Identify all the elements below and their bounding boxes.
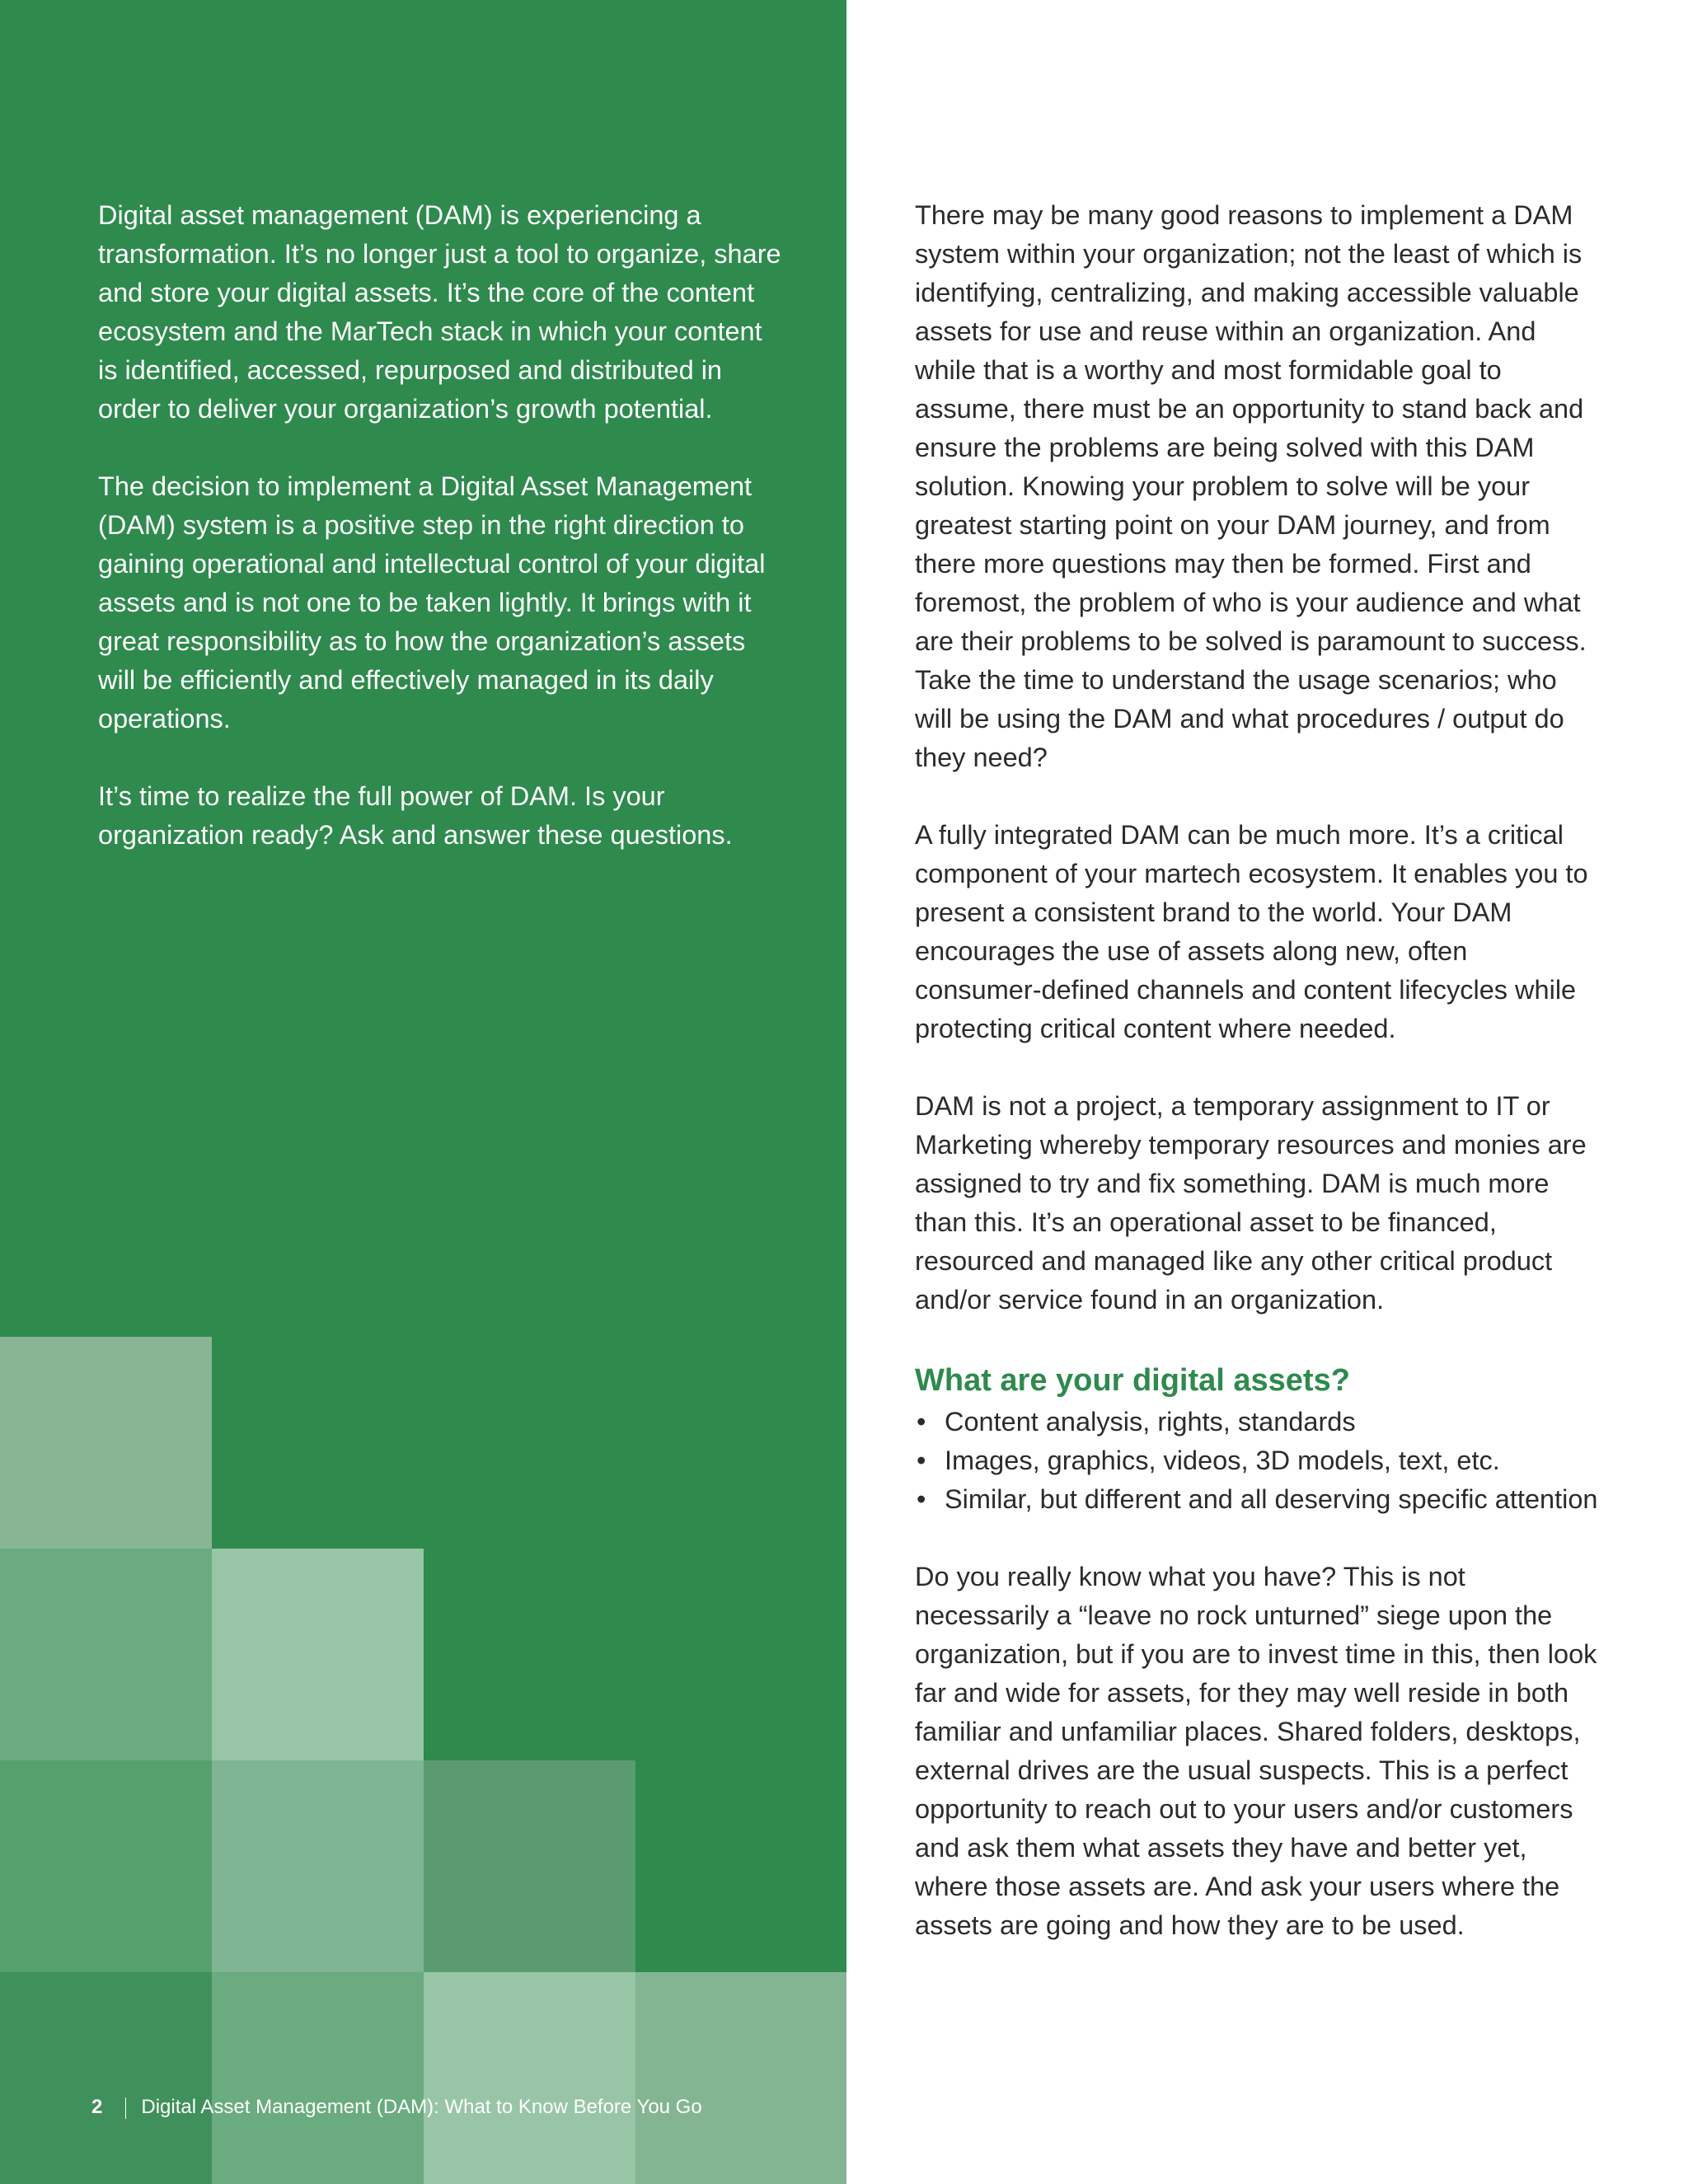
footer-divider — [125, 2097, 126, 2119]
decorative-tile — [635, 1972, 846, 2184]
body-paragraph: A fully integrated DAM can be much more. It’s a critical component of your martech ecosystem. It enables you to present a consistent brand to the world. Your DAM encourages the use of assets along new, often consumer-defined channels and content lifecycles while protecting critical content where needed. — [915, 820, 1588, 1043]
bullet-item: • Images, graphics, videos, 3D models, text, etc. — [915, 1441, 1599, 1480]
section-heading: What are your digital assets? — [915, 1363, 1350, 1398]
decorative-tile — [212, 1549, 424, 1760]
page-number: 2 — [91, 2096, 103, 2118]
decorative-tile — [212, 1760, 424, 1972]
decorative-tile — [424, 1972, 635, 2184]
closing-paragraph: Do you really know what you have? This is not necessarily a “leave no rock unturned” siege upon the organization, but if you are to invest time in this, then look far and wide for assets, for they may well reside in both familiar and unfamiliar places. Shared folders, desktops, external drives are the usual suspects. This is a perfect opportunity to reach out to your users and/or customers and ask them what assets they have and better yet, where those assets are. And ask your users where the assets are going and how they are to be used. — [915, 1562, 1597, 1940]
decorative-tile — [0, 1760, 212, 1972]
decorative-tile — [0, 1337, 212, 1549]
decorative-tile — [0, 1972, 212, 2184]
body-paragraph: There may be many good reasons to implement a DAM system within your organization; not the least of which is identifying, centralizing, and making accessible valuable assets for use and reuse within an organization. And while that is a worthy and most formidable goal to assume, there must be an opportunity to stand back and ensure the problems are being solved with this DAM solution. Knowing your problem to solve will be your greatest starting point on your DAM journey, and from there more questions may then be formed. First and foremost, the problem of who is your audience and what are their problems to be solved is paramount to success. Take the time to understand the usage scenarios; who will be using the DAM and what procedures / output do they need? — [915, 200, 1587, 772]
decorative-tile — [0, 1549, 212, 1760]
body-text — [915, 196, 1599, 1984]
intro-text — [98, 196, 782, 893]
page-footer — [91, 2094, 702, 2121]
asset-bullet-list — [915, 1403, 1599, 1519]
decorative-tile — [212, 1972, 424, 2184]
intro-paragraph: Digital asset management (DAM) is experiencing a transformation. It’s no longer just a tool to organize, share and store your digital assets. It’s the core of the content ecosystem and the MarTech stack in which your content is identified, accessed, repurposed and distributed in order to deliver your organization’s growth potential. — [98, 200, 781, 424]
document-title: Digital Asset Management (DAM): What to Know Before You Go — [141, 2096, 702, 2118]
body-paragraph: DAM is not a project, a temporary assignment to IT or Marketing whereby temporary resources and monies are assigned to try and fix something. DAM is much more than this. It’s an operational asset to be financed, resourced and managed like any other critical product and/or service found in an organization. — [915, 1091, 1587, 1315]
bullet-item: • Content analysis, rights, standards — [915, 1403, 1599, 1441]
intro-paragraph: The decision to implement a Digital Asset Management (DAM) system is a positive step in the right direction to gaining operational and intellectual control of your digital assets and is not one to be taken lightly. It brings with it great responsibility as to how the organization’s assets will be efficiently and effectively managed in its daily operations. — [98, 471, 766, 733]
decorative-tile — [424, 1760, 635, 1972]
intro-paragraph: It’s time to realize the full power of DAM. Is your organization ready? Ask and answer these questions. — [98, 781, 733, 850]
bullet-item: • Similar, but different and all deserving specific attention — [915, 1480, 1599, 1519]
